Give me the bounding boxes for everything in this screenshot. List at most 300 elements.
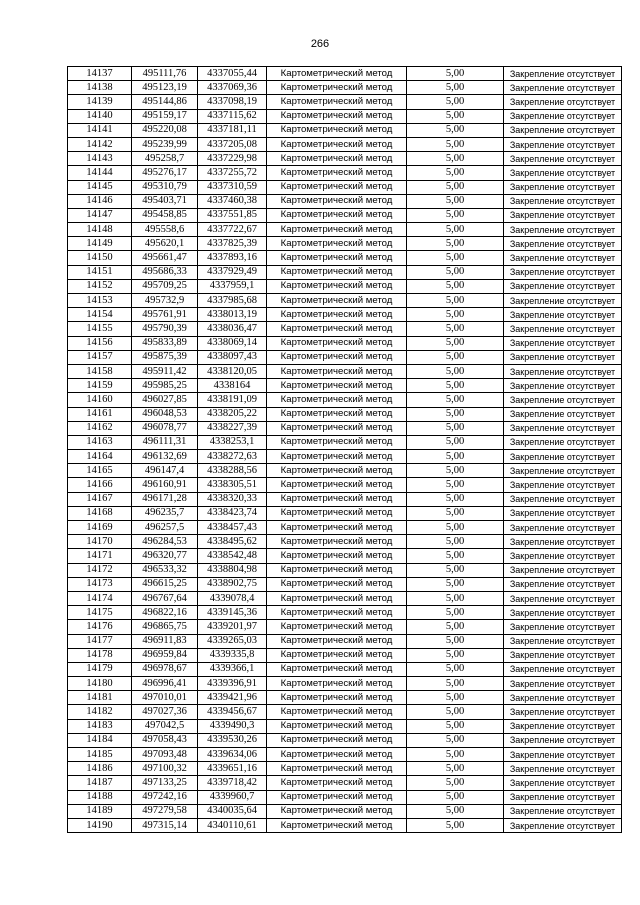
x-coordinate-cell: 496767,64 [132,591,198,605]
fixing-description-cell: Закрепление отсутствует [504,464,622,478]
y-coordinate-cell: 4339201,97 [198,620,267,634]
y-coordinate-cell: 4337069,36 [198,81,267,95]
point-number-cell: 14178 [68,648,132,662]
fixing-description-cell: Закрепление отсутствует [504,648,622,662]
y-coordinate-cell: 4338902,75 [198,577,267,591]
y-coordinate-cell: 4337959,1 [198,279,267,293]
fixing-description-cell: Закрепление отсутствует [504,549,622,563]
x-coordinate-cell: 495661,47 [132,251,198,265]
method-cell: Картометрический метод [267,591,407,605]
fixing-description-cell: Закрепление отсутствует [504,677,622,691]
point-number-cell: 14186 [68,762,132,776]
fixing-description-cell: Закрепление отсутствует [504,208,622,222]
fixing-description-cell: Закрепление отсутствует [504,435,622,449]
method-cell: Картометрический метод [267,478,407,492]
y-coordinate-cell: 4338069,14 [198,336,267,350]
fixing-description-cell: Закрепление отсутствует [504,180,622,194]
page-number: 266 [310,38,330,50]
method-cell: Картометрический метод [267,95,407,109]
y-coordinate-cell: 4338013,19 [198,308,267,322]
y-coordinate-cell: 4340035,64 [198,804,267,818]
accuracy-cell: 5,00 [407,95,504,109]
point-number-cell: 14165 [68,464,132,478]
accuracy-cell: 5,00 [407,294,504,308]
y-coordinate-cell: 4339634,06 [198,748,267,762]
x-coordinate-cell: 496048,53 [132,407,198,421]
point-number-cell: 14162 [68,421,132,435]
point-number-cell: 14176 [68,620,132,634]
accuracy-cell: 5,00 [407,407,504,421]
accuracy-cell: 5,00 [407,364,504,378]
x-coordinate-cell: 497042,5 [132,719,198,733]
point-number-cell: 14190 [68,818,132,832]
method-cell: Картометрический метод [267,180,407,194]
table-row [68,123,622,137]
table-row [68,535,622,549]
x-coordinate-cell: 495558,6 [132,223,198,237]
point-number-cell: 14172 [68,563,132,577]
method-cell: Картометрический метод [267,67,407,81]
point-number-cell: 14183 [68,719,132,733]
fixing-description-cell: Закрепление отсутствует [504,393,622,407]
y-coordinate-cell: 4337551,85 [198,208,267,222]
method-cell: Картометрический метод [267,308,407,322]
method-cell: Картометрический метод [267,733,407,747]
point-number-cell: 14158 [68,364,132,378]
method-cell: Картометрический метод [267,237,407,251]
x-coordinate-cell: 495458,85 [132,208,198,222]
table-row [68,322,622,336]
fixing-description-cell: Закрепление отсутствует [504,733,622,747]
method-cell: Картометрический метод [267,818,407,832]
x-coordinate-cell: 495620,1 [132,237,198,251]
method-cell: Картометрический метод [267,790,407,804]
accuracy-cell: 5,00 [407,81,504,95]
y-coordinate-cell: 4339421,96 [198,691,267,705]
fixing-description-cell: Закрепление отсутствует [504,705,622,719]
fixing-description-cell: Закрепление отсутствует [504,407,622,421]
y-coordinate-cell: 4338205,22 [198,407,267,421]
fixing-description-cell: Закрепление отсутствует [504,748,622,762]
x-coordinate-cell: 496027,85 [132,393,198,407]
y-coordinate-cell: 4337825,39 [198,237,267,251]
table-row [68,407,622,421]
table-row [68,606,622,620]
method-cell: Картометрический метод [267,322,407,336]
method-cell: Картометрический метод [267,294,407,308]
fixing-description-cell: Закрепление отсутствует [504,634,622,648]
table-row [68,748,622,762]
x-coordinate-cell: 496911,83 [132,634,198,648]
method-cell: Картометрический метод [267,691,407,705]
accuracy-cell: 5,00 [407,535,504,549]
table-row [68,67,622,81]
x-coordinate-cell: 495239,99 [132,137,198,151]
method-cell: Картометрический метод [267,123,407,137]
fixing-description-cell: Закрепление отсутствует [504,336,622,350]
point-number-cell: 14139 [68,95,132,109]
point-number-cell: 14150 [68,251,132,265]
x-coordinate-cell: 497279,58 [132,804,198,818]
table-row [68,705,622,719]
point-number-cell: 14157 [68,350,132,364]
y-coordinate-cell: 4338288,56 [198,464,267,478]
fixing-description-cell: Закрепление отсутствует [504,620,622,634]
fixing-description-cell: Закрепление отсутствует [504,279,622,293]
x-coordinate-cell: 495111,76 [132,67,198,81]
table-row [68,350,622,364]
point-number-cell: 14145 [68,180,132,194]
table-row [68,251,622,265]
accuracy-cell: 5,00 [407,123,504,137]
point-number-cell: 14143 [68,152,132,166]
table-row [68,818,622,832]
table-row [68,81,622,95]
method-cell: Картометрический метод [267,719,407,733]
table-row [68,152,622,166]
point-number-cell: 14185 [68,748,132,762]
table-row [68,804,622,818]
y-coordinate-cell: 4337310,59 [198,180,267,194]
method-cell: Картометрический метод [267,620,407,634]
y-coordinate-cell: 4337115,62 [198,109,267,123]
y-coordinate-cell: 4339490,3 [198,719,267,733]
accuracy-cell: 5,00 [407,350,504,364]
point-number-cell: 14148 [68,223,132,237]
accuracy-cell: 5,00 [407,662,504,676]
table-row [68,379,622,393]
table-row [68,620,622,634]
point-number-cell: 14174 [68,591,132,605]
method-cell: Картометрический метод [267,137,407,151]
table-row [68,308,622,322]
point-number-cell: 14167 [68,492,132,506]
y-coordinate-cell: 4339530,26 [198,733,267,747]
y-coordinate-cell: 4337893,16 [198,251,267,265]
fixing-description-cell: Закрепление отсутствует [504,350,622,364]
method-cell: Картометрический метод [267,364,407,378]
y-coordinate-cell: 4337098,19 [198,95,267,109]
fixing-description-cell: Закрепление отсутствует [504,364,622,378]
accuracy-cell: 5,00 [407,435,504,449]
method-cell: Картометрический метод [267,464,407,478]
accuracy-cell: 5,00 [407,450,504,464]
table-row [68,790,622,804]
fixing-description-cell: Закрепление отсутствует [504,322,622,336]
point-number-cell: 14151 [68,265,132,279]
table-row [68,549,622,563]
accuracy-cell: 5,00 [407,322,504,336]
table-row [68,450,622,464]
y-coordinate-cell: 4337205,08 [198,137,267,151]
accuracy-cell: 5,00 [407,563,504,577]
point-number-cell: 14175 [68,606,132,620]
x-coordinate-cell: 495911,42 [132,364,198,378]
x-coordinate-cell: 495276,17 [132,166,198,180]
y-coordinate-cell: 4339396,91 [198,677,267,691]
method-cell: Картометрический метод [267,208,407,222]
table-row [68,648,622,662]
accuracy-cell: 5,00 [407,109,504,123]
fixing-description-cell: Закрепление отсутствует [504,591,622,605]
method-cell: Картометрический метод [267,265,407,279]
y-coordinate-cell: 4338097,43 [198,350,267,364]
point-number-cell: 14179 [68,662,132,676]
table-row [68,492,622,506]
x-coordinate-cell: 496865,75 [132,620,198,634]
table-row [68,166,622,180]
y-coordinate-cell: 4337722,67 [198,223,267,237]
method-cell: Картометрический метод [267,677,407,691]
x-coordinate-cell: 496959,84 [132,648,198,662]
fixing-description-cell: Закрепление отсутствует [504,577,622,591]
x-coordinate-cell: 496284,53 [132,535,198,549]
fixing-description-cell: Закрепление отсутствует [504,478,622,492]
y-coordinate-cell: 4338804,98 [198,563,267,577]
method-cell: Картометрический метод [267,379,407,393]
x-coordinate-cell: 497010,01 [132,691,198,705]
accuracy-cell: 5,00 [407,67,504,81]
table-row [68,237,622,251]
fixing-description-cell: Закрепление отсутствует [504,492,622,506]
y-coordinate-cell: 4340110,61 [198,818,267,832]
fixing-description-cell: Закрепление отсутствует [504,95,622,109]
y-coordinate-cell: 4338457,43 [198,521,267,535]
x-coordinate-cell: 496996,41 [132,677,198,691]
x-coordinate-cell: 495403,71 [132,194,198,208]
point-number-cell: 14147 [68,208,132,222]
x-coordinate-cell: 496257,5 [132,521,198,535]
table-row [68,137,622,151]
accuracy-cell: 5,00 [407,237,504,251]
table-row [68,506,622,520]
table-row [68,521,622,535]
table-row [68,733,622,747]
accuracy-cell: 5,00 [407,279,504,293]
y-coordinate-cell: 4338164 [198,379,267,393]
accuracy-cell: 5,00 [407,748,504,762]
x-coordinate-cell: 495258,7 [132,152,198,166]
accuracy-cell: 5,00 [407,336,504,350]
y-coordinate-cell: 4338542,48 [198,549,267,563]
method-cell: Картометрический метод [267,350,407,364]
table-row [68,719,622,733]
y-coordinate-cell: 4339456,67 [198,705,267,719]
point-number-cell: 14154 [68,308,132,322]
table-row [68,294,622,308]
point-number-cell: 14146 [68,194,132,208]
point-number-cell: 14141 [68,123,132,137]
y-coordinate-cell: 4337229,98 [198,152,267,166]
x-coordinate-cell: 497058,43 [132,733,198,747]
fixing-description-cell: Закрепление отсутствует [504,762,622,776]
table-row [68,95,622,109]
accuracy-cell: 5,00 [407,776,504,790]
method-cell: Картометрический метод [267,606,407,620]
fixing-description-cell: Закрепление отсутствует [504,237,622,251]
method-cell: Картометрический метод [267,336,407,350]
fixing-description-cell: Закрепление отсутствует [504,563,622,577]
y-coordinate-cell: 4338495,62 [198,535,267,549]
x-coordinate-cell: 495144,86 [132,95,198,109]
point-number-cell: 14181 [68,691,132,705]
fixing-description-cell: Закрепление отсутствует [504,81,622,95]
point-number-cell: 14173 [68,577,132,591]
fixing-description-cell: Закрепление отсутствует [504,67,622,81]
x-coordinate-cell: 495875,39 [132,350,198,364]
x-coordinate-cell: 496132,69 [132,450,198,464]
table-row [68,393,622,407]
coordinates-table [67,66,622,833]
point-number-cell: 14156 [68,336,132,350]
accuracy-cell: 5,00 [407,265,504,279]
x-coordinate-cell: 495709,25 [132,279,198,293]
y-coordinate-cell: 4338272,63 [198,450,267,464]
accuracy-cell: 5,00 [407,577,504,591]
y-coordinate-cell: 4337255,72 [198,166,267,180]
method-cell: Картометрический метод [267,435,407,449]
accuracy-cell: 5,00 [407,421,504,435]
accuracy-cell: 5,00 [407,506,504,520]
x-coordinate-cell: 497100,32 [132,762,198,776]
method-cell: Картометрический метод [267,152,407,166]
fixing-description-cell: Закрепление отсутствует [504,719,622,733]
accuracy-cell: 5,00 [407,464,504,478]
y-coordinate-cell: 4339651,16 [198,762,267,776]
point-number-cell: 14144 [68,166,132,180]
y-coordinate-cell: 4338120,05 [198,364,267,378]
fixing-description-cell: Закрепление отсутствует [504,535,622,549]
x-coordinate-cell: 495123,19 [132,81,198,95]
point-number-cell: 14180 [68,677,132,691]
accuracy-cell: 5,00 [407,606,504,620]
fixing-description-cell: Закрепление отсутствует [504,194,622,208]
table-row [68,563,622,577]
x-coordinate-cell: 496078,77 [132,421,198,435]
accuracy-cell: 5,00 [407,521,504,535]
point-number-cell: 14171 [68,549,132,563]
accuracy-cell: 5,00 [407,223,504,237]
table-row [68,279,622,293]
accuracy-cell: 5,00 [407,308,504,322]
method-cell: Картометрический метод [267,223,407,237]
method-cell: Картометрический метод [267,563,407,577]
method-cell: Картометрический метод [267,648,407,662]
x-coordinate-cell: 496533,32 [132,563,198,577]
accuracy-cell: 5,00 [407,804,504,818]
x-coordinate-cell: 496171,28 [132,492,198,506]
accuracy-cell: 5,00 [407,152,504,166]
x-coordinate-cell: 495985,25 [132,379,198,393]
method-cell: Картометрический метод [267,506,407,520]
method-cell: Картометрический метод [267,81,407,95]
fixing-description-cell: Закрепление отсутствует [504,776,622,790]
accuracy-cell: 5,00 [407,733,504,747]
point-number-cell: 14142 [68,137,132,151]
x-coordinate-cell: 496320,77 [132,549,198,563]
point-number-cell: 14177 [68,634,132,648]
y-coordinate-cell: 4338320,33 [198,492,267,506]
x-coordinate-cell: 496160,91 [132,478,198,492]
accuracy-cell: 5,00 [407,251,504,265]
method-cell: Картометрический метод [267,521,407,535]
point-number-cell: 14188 [68,790,132,804]
y-coordinate-cell: 4337985,68 [198,294,267,308]
x-coordinate-cell: 495159,17 [132,109,198,123]
fixing-description-cell: Закрепление отсутствует [504,804,622,818]
table-row [68,435,622,449]
accuracy-cell: 5,00 [407,705,504,719]
method-cell: Картометрический метод [267,279,407,293]
y-coordinate-cell: 4339718,42 [198,776,267,790]
y-coordinate-cell: 4337181,11 [198,123,267,137]
table-row [68,109,622,123]
accuracy-cell: 5,00 [407,790,504,804]
y-coordinate-cell: 4337055,44 [198,67,267,81]
accuracy-cell: 5,00 [407,137,504,151]
fixing-description-cell: Закрепление отсутствует [504,662,622,676]
point-number-cell: 14164 [68,450,132,464]
fixing-description-cell: Закрепление отсутствует [504,818,622,832]
point-number-cell: 14138 [68,81,132,95]
y-coordinate-cell: 4337460,38 [198,194,267,208]
x-coordinate-cell: 497315,14 [132,818,198,832]
accuracy-cell: 5,00 [407,691,504,705]
fixing-description-cell: Закрепление отсутствует [504,379,622,393]
accuracy-cell: 5,00 [407,393,504,407]
table-row [68,662,622,676]
accuracy-cell: 5,00 [407,648,504,662]
table-row [68,180,622,194]
method-cell: Картометрический метод [267,166,407,180]
y-coordinate-cell: 4338305,51 [198,478,267,492]
point-number-cell: 14161 [68,407,132,421]
point-number-cell: 14160 [68,393,132,407]
y-coordinate-cell: 4339335,8 [198,648,267,662]
point-number-cell: 14187 [68,776,132,790]
y-coordinate-cell: 4338036,47 [198,322,267,336]
method-cell: Картометрический метод [267,776,407,790]
fixing-description-cell: Закрепление отсутствует [504,790,622,804]
accuracy-cell: 5,00 [407,634,504,648]
method-cell: Картометрический метод [267,450,407,464]
fixing-description-cell: Закрепление отсутствует [504,308,622,322]
accuracy-cell: 5,00 [407,166,504,180]
method-cell: Картометрический метод [267,634,407,648]
accuracy-cell: 5,00 [407,208,504,222]
method-cell: Картометрический метод [267,251,407,265]
y-coordinate-cell: 4338423,74 [198,506,267,520]
table-row [68,421,622,435]
method-cell: Картометрический метод [267,762,407,776]
fixing-description-cell: Закрепление отсутствует [504,137,622,151]
method-cell: Картометрический метод [267,492,407,506]
x-coordinate-cell: 496615,25 [132,577,198,591]
method-cell: Картометрический метод [267,804,407,818]
method-cell: Картометрический метод [267,407,407,421]
y-coordinate-cell: 4339078,4 [198,591,267,605]
table-row [68,691,622,705]
table-row [68,265,622,279]
method-cell: Картометрический метод [267,549,407,563]
x-coordinate-cell: 495833,89 [132,336,198,350]
accuracy-cell: 5,00 [407,379,504,393]
y-coordinate-cell: 4338191,09 [198,393,267,407]
fixing-description-cell: Закрепление отсутствует [504,265,622,279]
x-coordinate-cell: 497093,48 [132,748,198,762]
point-number-cell: 14182 [68,705,132,719]
x-coordinate-cell: 496822,16 [132,606,198,620]
